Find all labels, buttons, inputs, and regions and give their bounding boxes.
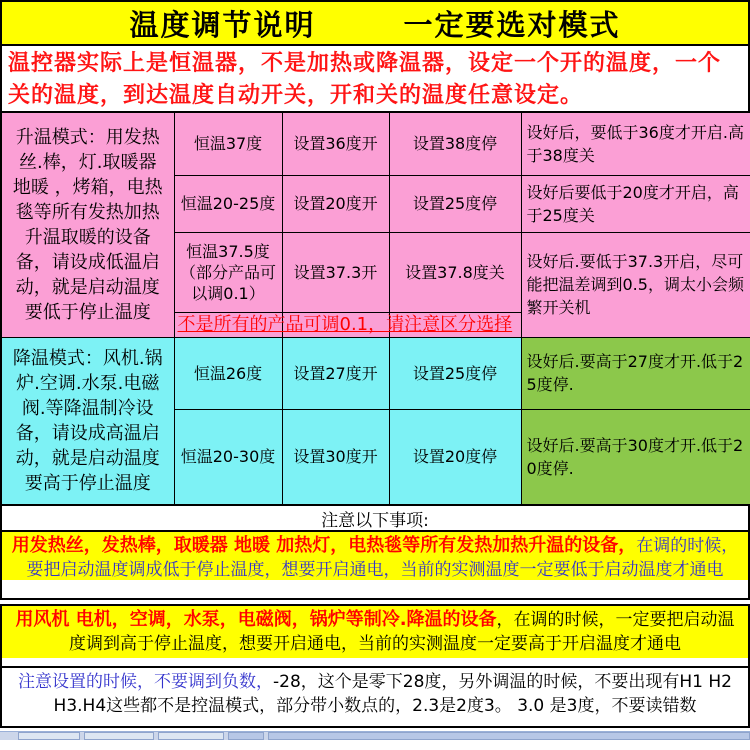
sheet-tab[interactable] [18, 732, 80, 740]
constant-temp-cell: 恒温37.5度（部分产品可以调0.1） [174, 232, 282, 312]
sheet-scrollbar[interactable] [268, 732, 750, 740]
intro-text: 温控器实际上是恒温器，不是加热或降温器，设定一个开的温度，一个关的温度，到达温度自动开关，开和关的温度任意设定。 [0, 44, 750, 113]
constant-temp-cell: 恒温20-30度 [174, 409, 282, 505]
sheet-tab[interactable] [228, 732, 264, 740]
mode-table [0, 111, 750, 506]
cooling-caution [0, 604, 750, 668]
sheet-tab-bar [0, 728, 750, 740]
sheet-tab-row [0, 731, 750, 740]
product-warning-text: 不是所有的产品可调0.1，请注意区分选择 [177, 313, 513, 335]
behavior-note-cell: 设好后.要高于27度才开.低于25度停. [521, 337, 750, 409]
page-title [0, 0, 750, 46]
behavior-note-cell: 设好后.要高于30度才开.低于20度停. [521, 409, 750, 505]
cooling-caution-devices: 用风机 电机，空调，水泵，电磁阀，锅炉等制冷.降温的设备 [15, 609, 497, 630]
set-on-cell: 设置36度开 [282, 112, 389, 175]
behavior-note-cell: 设好后，要低于36度才开启.高于38度关 [521, 112, 750, 175]
constant-temp-cell: 恒温26度 [174, 337, 282, 409]
negative-number-caution [0, 666, 750, 728]
sheet-tab[interactable] [158, 732, 224, 740]
set-on-cell: 设置37.3开 [282, 232, 389, 312]
title-right: 一定要选对模式 [403, 7, 621, 42]
sheet-tab[interactable] [84, 732, 154, 740]
set-off-cell: 设置25度停 [389, 337, 521, 409]
set-on-cell: 设置20度开 [282, 175, 389, 232]
negative-caution-highlight: 注意设置的时候，不要调到负数， [18, 672, 273, 692]
set-off-cell: 设置38度停 [389, 112, 521, 175]
heating-caution-instruction: 在调的时候，要把启动温度调成低于停止温度，想要开启通电，当前的实测温度一定要低于启动温度才通电 [26, 536, 739, 580]
cooling-mode-cell: 降温模式：风机.锅炉.空调.水泵.电磁阀.等降温制冷设备，请设成高温启动，就是启动温度要高于停止温度 [1, 337, 174, 505]
heating-caution [0, 530, 750, 600]
constant-temp-cell: 恒温20-25度 [174, 175, 282, 232]
cooling-caution-instruction: ，在调的时候，一定要把启动温度调到高于停止温度，想要开启通电，当前的实测温度一定要高于开启温度才通电 [69, 610, 735, 654]
title-left: 温度调节说明 [129, 7, 316, 42]
notice-heading: 注意以下事项: [0, 504, 750, 532]
heating-mode-cell: 升温模式：用发热丝.棒，灯.取暖器 地暖 ，烤箱，电热毯等所有发热加热升温取暖的设备备，请设成低温启动，就是启动温度要低于停止温度 [1, 112, 174, 337]
set-on-cell: 设置30度开 [282, 409, 389, 505]
negative-caution-detail: -28，这个是零下28度，另外调温的时候，不要出现有H1 H2 H3.H4这些都不是控温模式，部分带小数点的，2.3是2度3。 3.0 是3度，不要读错数 [53, 672, 732, 716]
set-off-cell: 设置37.8度关 [389, 232, 521, 312]
set-off-cell: 设置20度停 [389, 409, 521, 505]
heating-caution-devices: 用发热丝，发热棒，取暖器 地暖 加热灯，电热毯等所有发热加热升温的设备， [11, 535, 637, 556]
constant-temp-cell: 恒温37度 [174, 112, 282, 175]
set-off-cell: 设置25度停 [389, 175, 521, 232]
behavior-note-cell: 设好后.要低于37.3开启，尽可能把温差调到0.5，调太小会频繁开关机 [521, 232, 750, 337]
product-warning-cell [174, 312, 521, 337]
behavior-note-cell: 设好后要低于20度才开启，高于25度关 [521, 175, 750, 232]
set-on-cell: 设置27度开 [282, 337, 389, 409]
